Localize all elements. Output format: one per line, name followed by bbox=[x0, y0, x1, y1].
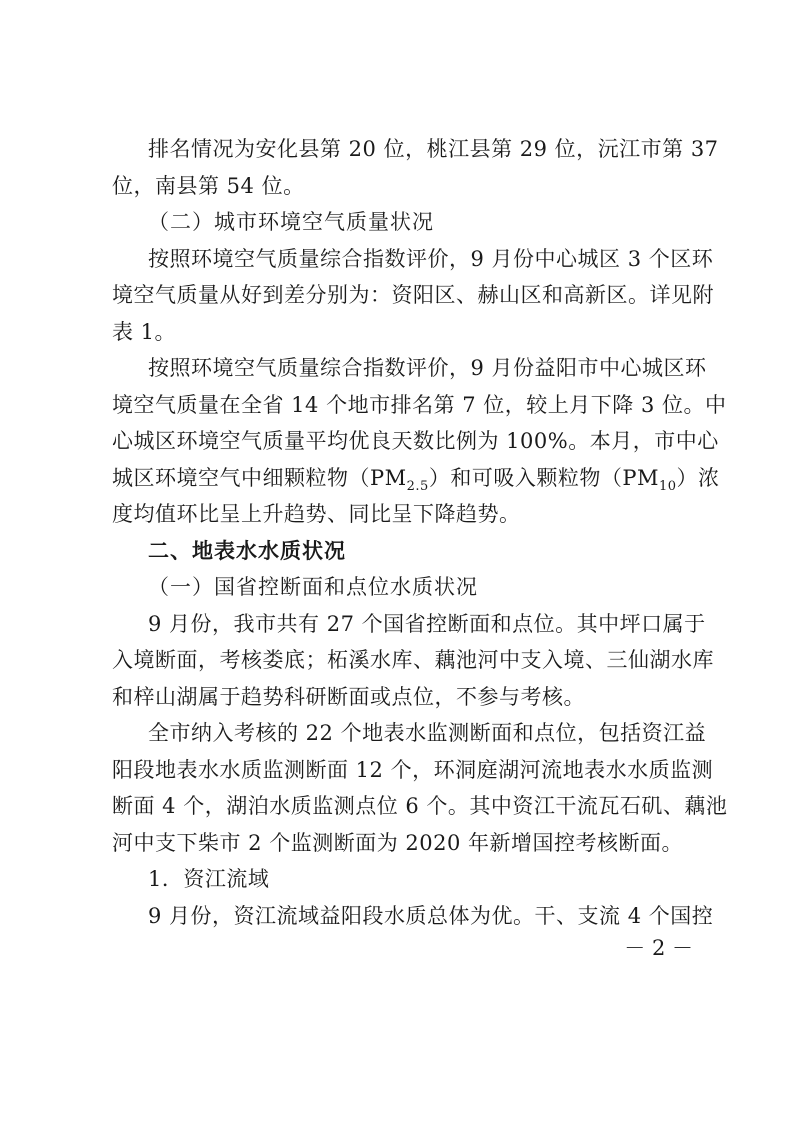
text-line: 位，南县第 54 位。 bbox=[112, 173, 305, 198]
text-line: 入境断面，考核娄底；柘溪水库、藕池河中支入境、三仙湖水库 bbox=[112, 648, 714, 672]
text-line: 和梓山湖属于趋势科研断面或点位，不参与考核。 bbox=[112, 684, 585, 709]
text-line: 境空气质量从好到差分别为：资阳区、赫山区和高新区。详见附 bbox=[112, 283, 714, 307]
text-segment: ）浓 bbox=[676, 465, 720, 490]
subscript: 2.5 bbox=[406, 478, 429, 494]
text-line: 断面 4 个，湖泊水质监测点位 6 个。其中资江干流瓦石矶、藕池 bbox=[112, 794, 728, 818]
section-heading: 二、地表水水质状况 bbox=[148, 537, 346, 563]
text-segment: ）和可吸入颗粒物（PM bbox=[428, 465, 659, 490]
text-line: 按照环境空气质量综合指数评价，9 月份中心城区 3 个区环 bbox=[148, 246, 714, 271]
section-heading: （二）城市环境空气质量状况 bbox=[148, 210, 434, 234]
text-line: 心城区环境空气质量平均优良天数比例为 100%。本月，市中心 bbox=[112, 429, 719, 453]
subscript: 10 bbox=[658, 478, 677, 494]
text-line: 排名情况为安化县第 20 位，桃江县第 29 位，沅江市第 37 bbox=[148, 137, 719, 161]
text-line: 阳段地表水水质监测断面 12 个，环洞庭湖河流地表水水质监测 bbox=[112, 757, 714, 782]
text-line: 度均值环比呈上升趋势、同比呈下降趋势。 bbox=[112, 502, 521, 526]
text-line: 境空气质量在全省 14 个地市排名第 7 位，较上月下降 3 位。中 bbox=[112, 392, 727, 417]
text-line: 9 月份，资江流域益阳段水质总体为优。干、支流 4 个国控 bbox=[148, 903, 714, 928]
text-segment: 城区环境空气中细颗粒物（PM bbox=[112, 465, 407, 490]
text-line: 河中支下柴市 2 个监测断面为 2020 年新增国控考核断面。 bbox=[112, 830, 684, 855]
text-line: 9 月份，我市共有 27 个国省控断面和点位。其中坪口属于 bbox=[148, 611, 706, 636]
text-line: 表 1。 bbox=[112, 319, 177, 344]
section-heading: 1．资江流域 bbox=[148, 867, 270, 891]
text-line-pm bbox=[112, 463, 720, 494]
text-line: 全市纳入考核的 22 个地表水监测断面和点位，包括资江益 bbox=[148, 721, 707, 745]
text-line: 按照环境空气质量综合指数评价，9 月份益阳市中心城区环 bbox=[148, 356, 707, 380]
section-heading: （一）国省控断面和点位水质状况 bbox=[148, 575, 478, 599]
page-number: － 2 － bbox=[624, 936, 693, 960]
